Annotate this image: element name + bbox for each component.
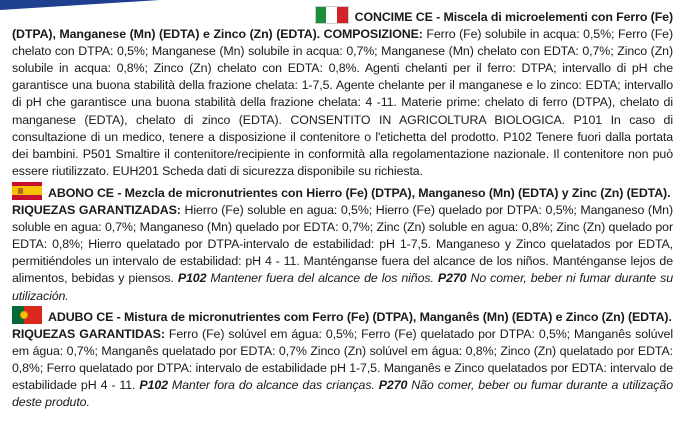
portuguese-p102-code: P102 bbox=[139, 377, 168, 392]
portugal-flag-icon bbox=[12, 306, 42, 324]
spanish-p270-code: P270 bbox=[437, 271, 467, 286]
italian-body: Ferro (Fe) solubile in acqua: 0,5%; Ferro (Fe) chelato con DTPA: 0,5%; Manganese (Mn) solubile in acqua: 0,7%; Manganese (Mn) chelato con EDTA: 0,7%; Zinco (Zn) solubile in acqua: 0,8%; Zinco (Zn) chelato con EDTA: 0,8%. Agenti chelanti per il ferro: DTPA; intervallo di pH che garantisce una buona stabilità della frazione chelata: 1-7,5. Agente chelante per il manganese e lo zinco: EDTA; intervallo di pH che garantisce una buona stabilità della frazione chelata: 4 -11. Materie prime: chelato di ferro (DTPA), chelato di manganese (EDTA), chelato di zinco (EDTA). CONSENTITO IN AGRICOLTURA BIOLOGICA. P101 In caso di consultazione di un medico, tenere a disposizione il contenitore o l'etichetta del prodotto. P102 Tenere fuori dalla portata dei bambini. P501 Smaltire il contenitore/recipiente in conformità alla regolamentazione nazionale. Il contenitore non può essere riutilizzato. EUH201 Scheda dati di sicurezza disponibile su richiesta. bbox=[12, 27, 673, 178]
italian-title-line bbox=[12, 6, 673, 26]
portuguese-body: Ferro (Fe) solúvel em água: 0,5%; Ferro (Fe) quelatado por DTPA: 0,5%; Manganês solúvel em água: 0,7%; Manganês quelatado por EDTA: 0,7% Zinco (Zn) solúvel em água: 0,8%; Zinco (Zn) quelatado por EDTA: 0,8%; Ferro quelatado por DTPA: intervalo de estabilidade pH 1-7,5. Manganês e Zinco quelatados por EDTA: intervalo de estabilidade pH 4 - 11. bbox=[12, 326, 673, 392]
italian-title-2: (DTPA), Manganese (Mn) (EDTA) e Zinco (Zn) (EDTA). COMPOSIZIONE: bbox=[12, 27, 423, 42]
portuguese-p102-text: Manter fora do alcance das crianças. bbox=[167, 377, 379, 392]
spanish-heading: RIQUEZAS GARANTIZADAS: bbox=[12, 203, 181, 218]
portuguese-heading: RIQUEZAS GARANTIDAS: bbox=[12, 326, 165, 341]
spanish-body: Hierro (Fe) soluble en agua: 0,5%; Hierro (Fe) quelado por DTPA: 0,5%; Manganeso (Mn) soluble en agua: 0,7%; Manganeso (Mn) quelado por EDTA: 0,7%; Zinc (Zn) soluble en agua: 0,8%; Zinc (Zn) quelado por EDTA: 0,8%; Hierro quelatado por DTPA-intervalo de estabilidad: pH 1-7,5. Manganeso y Zinco quelatados por EDTA, permitiéndoles un intervalo de estabilidad: pH 4 - 11. Manténganse fuera del alcance de los niños. Manténganse lejos de alimentos, bebidas y piensos. bbox=[12, 203, 673, 286]
portuguese-p270-code: P270 bbox=[378, 377, 408, 392]
italian-title: CONCIME CE - Miscela di microelementi con Ferro (Fe) bbox=[354, 10, 673, 24]
portuguese-p270-text: Não comer, beber ou fumar durante a utilização deste produto. bbox=[12, 377, 673, 410]
spanish-p270-text: No comer, beber ni fumar durante su utilización. bbox=[12, 271, 674, 303]
spanish-section bbox=[12, 182, 673, 305]
italian-section bbox=[12, 6, 673, 180]
spanish-p102-text: Mantener fuera del alcance de los niños. bbox=[206, 271, 438, 286]
spanish-p102-code: P102 bbox=[177, 271, 207, 286]
spanish-title: ABONO CE - Mezcla de micronutrientes con Hierro (Fe) (DTPA), Manganeso (Mn) (EDTA) y Zinc (Zn) (EDTA). bbox=[48, 185, 671, 200]
label-text bbox=[12, 6, 673, 411]
portuguese-title: ADUBO CE - Mistura de micronutrientes com Ferro (Fe) (DTPA), Manganês (Mn) (EDTA) e Zinco (Zn) (EDTA). bbox=[48, 309, 672, 324]
portuguese-section bbox=[12, 306, 673, 412]
spain-flag-icon bbox=[12, 182, 42, 200]
italy-flag-icon bbox=[315, 6, 349, 24]
